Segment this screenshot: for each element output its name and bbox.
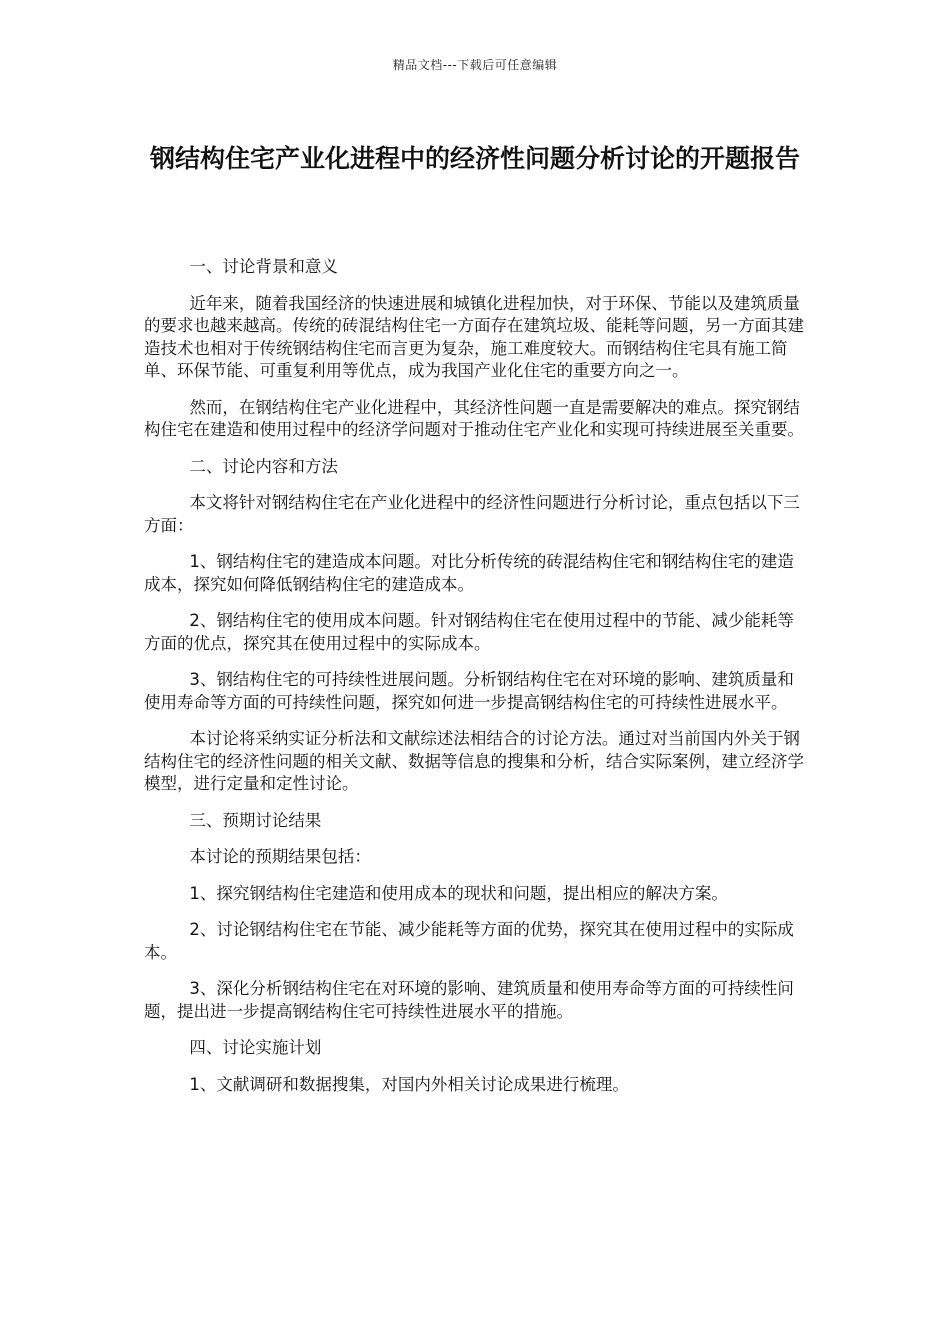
document-title: 钢结构住宅产业化进程中的经济性问题分析讨论的开题报告 — [150, 144, 801, 173]
section-heading-expected-results: 三、预期讨论结果 — [189, 810, 322, 830]
list-item: 1、文献调研和数据搜集，对国内外相关讨论成果进行梳理。 — [189, 1074, 629, 1094]
paragraph: 然而，在钢结构住宅产业化进程中，其经济性问题一直是需要解决的难点。探究钢结构住宅在建造和使用过程中的经济学问题对于推动住宅产业化和实现可持续进展至关重要。 — [144, 397, 804, 439]
list-item: 3、钢结构住宅的可持续性进展问题。分析钢结构住宅在对环境的影响、建筑质量和使用寿命等方面的可持续性问题，探究如何进一步提高钢结构住宅的可持续性进展水平。 — [144, 670, 794, 712]
section-heading-plan: 四、讨论实施计划 — [189, 1038, 322, 1057]
paragraph: 本讨论的预期结果包括： — [189, 847, 371, 866]
document-body — [144, 256, 806, 1110]
section-heading-content-method: 二、讨论内容和方法 — [189, 456, 338, 476]
list-item: 1、钢结构住宅的建造成本问题。对比分析传统的砖混结构住宅和钢结构住宅的建造成本，探究如何降低钢结构住宅的建造成本。 — [144, 552, 794, 594]
paragraph: 近年来，随着我国经济的快速进展和城镇化进程加快，对于环保、节能以及建筑质量的要求也越来越高。传统的砖混结构住宅一方面存在建筑垃圾、能耗等问题，另一方面其建造技术也相对于传统钢结构住宅而言更为复杂，施工难度较大。而钢结构住宅具有施工简单、环保节能、可重复利用等优点，成为我国产业化住宅的重要方向之一。 — [144, 293, 804, 380]
list-item: 3、深化分析钢结构住宅在对环境的影响、建筑质量和使用寿命等方面的可持续性问题，提出进一步提高钢结构住宅可持续性进展水平的措施。 — [144, 979, 794, 1021]
header-note: 精品文档---下载后可任意编辑 — [392, 58, 558, 72]
paragraph: 本文将针对钢结构住宅在产业化进程中的经济性问题进行分析讨论，重点包括以下三方面： — [144, 493, 800, 535]
list-item: 2、讨论钢结构住宅在节能、减少能耗等方面的优势，探究其在使用过程中的实际成本。 — [144, 920, 794, 962]
list-item: 2、钢结构住宅的使用成本问题。针对钢结构住宅在使用过程中的节能、减少能耗等方面的优点，探究其在使用过程中的实际成本。 — [144, 611, 794, 653]
section-heading-background: 一、讨论背景和意义 — [189, 257, 338, 276]
paragraph: 本讨论将采纳实证分析法和文献综述法相结合的讨论方法。通过对当前国内外关于钢结构住宅的经济性问题的相关文献、数据等信息的搜集和分析，结合实际案例，建立经济学模型，进行定量和定性讨论。 — [144, 729, 804, 793]
list-item: 1、探究钢结构住宅建造和使用成本的现状和问题，提出相应的解决方案。 — [189, 883, 728, 903]
